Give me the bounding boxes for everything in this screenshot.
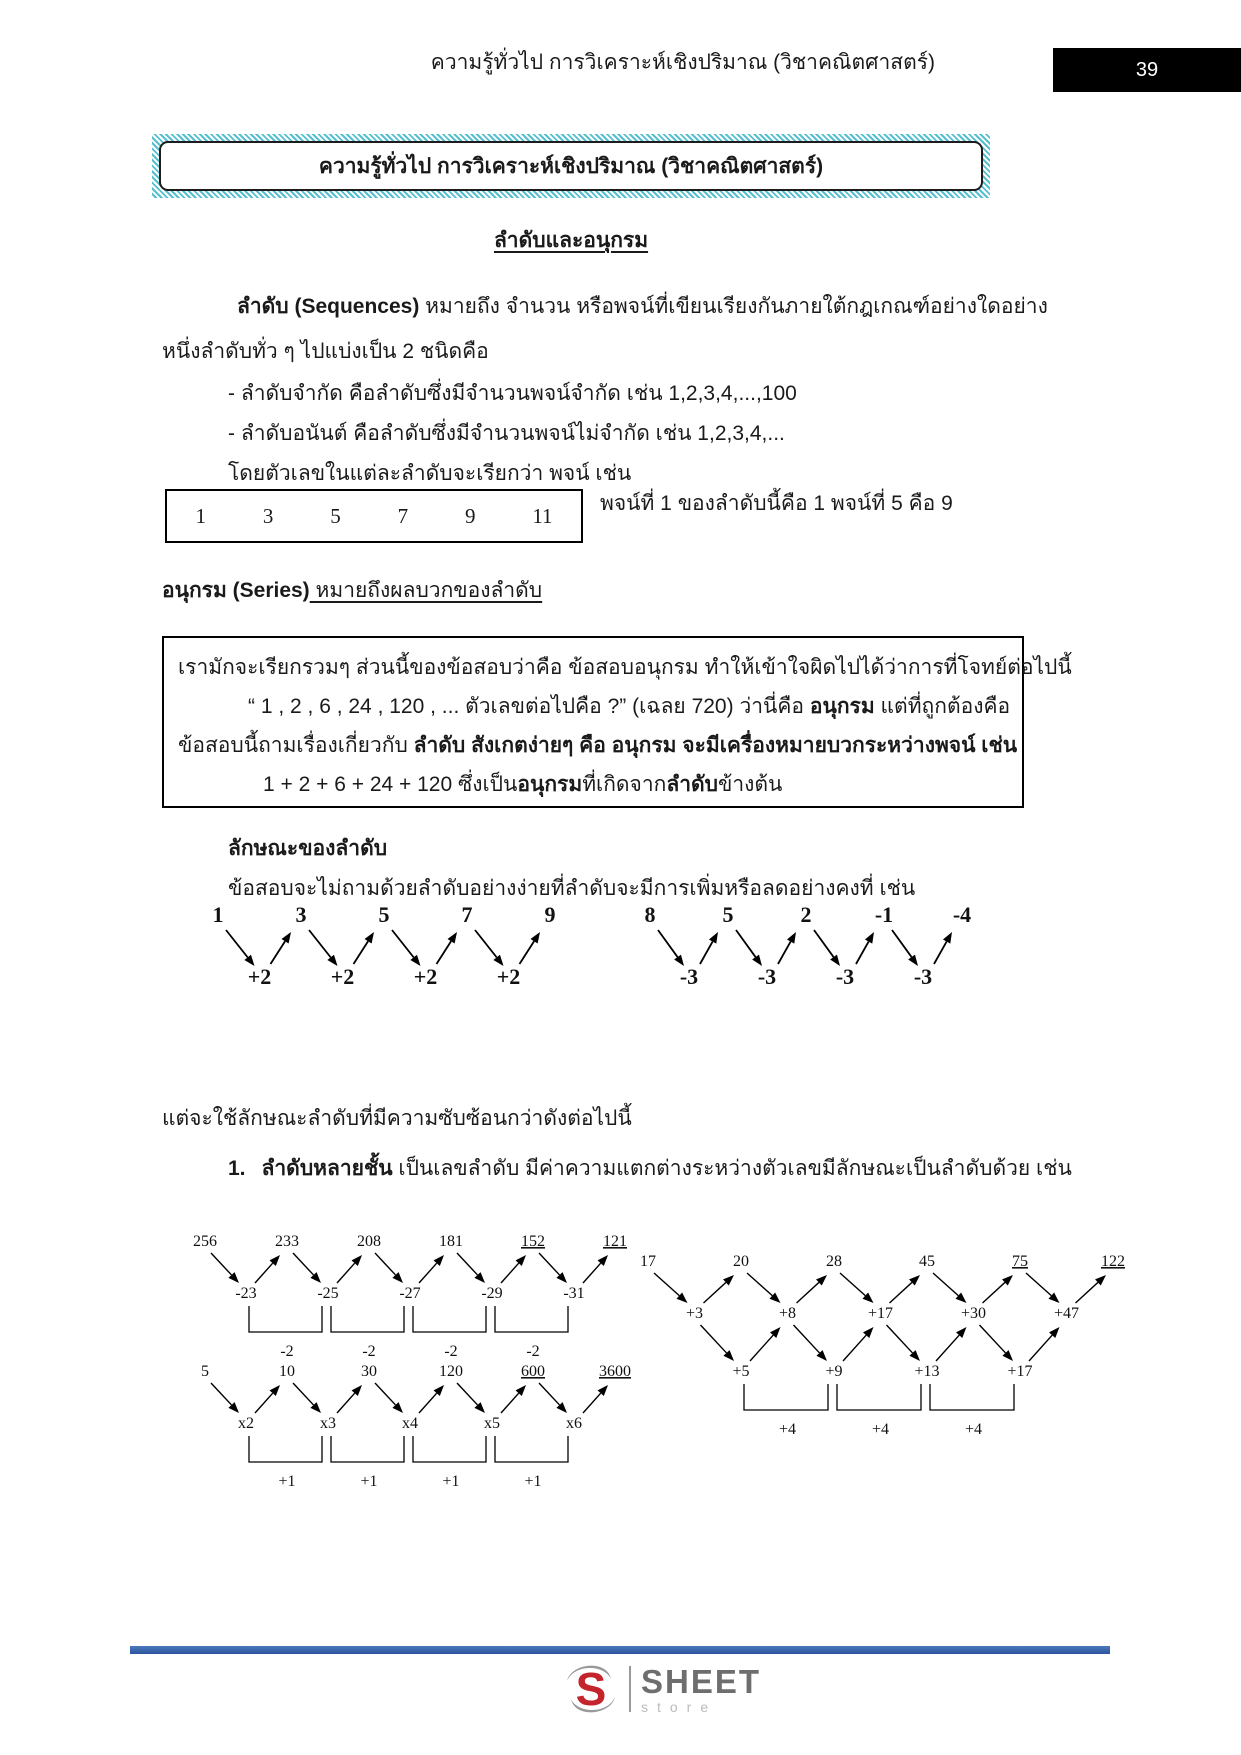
svg-text:+2: +2 — [496, 964, 521, 989]
header-title: ความรู้ทั่วไป การวิเคราะห์เชิงปริมาณ (วิชาคณิตศาสตร์) — [430, 51, 935, 74]
svg-text:233: 233 — [275, 1233, 299, 1250]
svg-text:x2: x2 — [238, 1415, 254, 1432]
multilevel-diagram-5-sequence — [160, 1358, 670, 1498]
section-heading-text: ลำดับและอนุกรม — [493, 229, 649, 252]
characteristics-heading: ลักษณะของลำดับ — [228, 837, 388, 860]
exam-note-box — [162, 636, 1072, 808]
list-item-bold-term: ลำดับหลายชั้น — [261, 1157, 393, 1180]
exam-note-line4-post: ข้างต้น — [718, 773, 783, 796]
series-definition — [162, 574, 542, 608]
svg-text:+2: +2 — [330, 964, 355, 989]
multilevel-diagram-256-sequence — [160, 1228, 670, 1368]
title-box-text: ความรู้ทั่วไป การวิเคราะห์เชิงปริมาณ (วิชาคณิตศาสตร์) — [159, 141, 983, 191]
logo-wordmark — [641, 1662, 762, 1715]
svg-text:+1: +1 — [278, 1473, 296, 1490]
exam-note-line4-bold1: อนุกรม — [517, 773, 583, 796]
page-number: 39 — [1135, 58, 1159, 81]
sheet-store-logo-icon — [563, 1661, 619, 1717]
svg-text:45: 45 — [919, 1253, 935, 1270]
svg-text:3600: 3600 — [599, 1363, 631, 1380]
svg-text:+5: +5 — [732, 1363, 750, 1380]
sheet-store-logo — [563, 1660, 761, 1718]
svg-text:+17: +17 — [1007, 1363, 1033, 1380]
sequence-term: 7 — [397, 503, 409, 528]
exam-note-line4-mid: ที่เกิดจาก — [582, 773, 667, 796]
intro-term-rest: หมายถึง จำนวน หรือพจน์ที่เขียนเรียงกันภายใต้กฎเกณฑ์อย่างใดอย่าง — [419, 295, 1048, 318]
intro-paragraph-line1 — [162, 290, 1048, 324]
svg-text:5: 5 — [722, 902, 734, 927]
svg-text:+1: +1 — [524, 1473, 542, 1490]
svg-text:30: 30 — [361, 1363, 377, 1380]
multilevel-diagram-17-sequence — [616, 1248, 1176, 1448]
svg-text:+2: +2 — [247, 964, 272, 989]
characteristics-body: ข้อสอบจะไม่ถามด้วยลำดับอย่างง่ายที่ลำดับจะมีการเพิ่มหรือลดอย่างคงที่ เช่น — [228, 877, 916, 900]
svg-text:-31: -31 — [563, 1285, 585, 1302]
svg-text:+8: +8 — [778, 1305, 797, 1322]
svg-text:20: 20 — [733, 1253, 749, 1270]
svg-text:-2: -2 — [280, 1343, 294, 1360]
svg-text:208: 208 — [357, 1233, 381, 1250]
sequence-term: 3 — [262, 503, 274, 528]
exam-note-line4-pre: 1 + 2 + 6 + 24 + 120 ซึ่งเป็น — [263, 773, 518, 796]
series-term-underlined: หมายถึงผลบวกของลำดับ — [309, 579, 543, 602]
svg-text:5: 5 — [201, 1363, 209, 1380]
svg-text:+30: +30 — [960, 1305, 987, 1322]
svg-text:17: 17 — [640, 1253, 656, 1270]
exam-note-line3 — [178, 726, 1018, 765]
svg-text:9: 9 — [544, 902, 556, 927]
sequence-term: 9 — [464, 503, 476, 528]
sequence-term: 11 — [532, 503, 553, 528]
series-term-bold: อนุกรม (Series) — [162, 579, 310, 602]
svg-text:x3: x3 — [320, 1415, 336, 1432]
svg-text:2: 2 — [800, 902, 812, 927]
exam-note-line2-bold: อนุกรม — [809, 695, 875, 718]
svg-text:1: 1 — [212, 902, 224, 927]
exam-note-line2 — [178, 687, 1011, 726]
svg-text:5: 5 — [378, 902, 390, 927]
svg-text:+2: +2 — [413, 964, 438, 989]
list-item-rest: เป็นเลขลำดับ มีค่าความแตกต่างระหว่างตัวเลขมีลักษณะเป็นลำดับด้วย เช่น — [392, 1157, 1072, 1180]
svg-text:75: 75 — [1012, 1253, 1028, 1270]
svg-text:+47: +47 — [1053, 1305, 1080, 1322]
list-item-multilevel-sequence — [228, 1152, 1072, 1186]
svg-text:600: 600 — [521, 1363, 545, 1380]
sequence-term: 1 — [195, 503, 206, 528]
svg-text:181: 181 — [439, 1233, 463, 1250]
svg-text:3: 3 — [295, 902, 307, 927]
svg-text:-3: -3 — [835, 964, 855, 989]
finite-sequence-bullet: - ลำดับจำกัด คือลำดับซึ่งมีจำนวนพจน์จำกัด เช่น 1,2,3,4,...,100 — [228, 382, 797, 405]
footer-divider-bar — [130, 1646, 1110, 1654]
logo-divider — [629, 1666, 631, 1712]
svg-text:10: 10 — [279, 1363, 295, 1380]
logo-subtext: store — [641, 1698, 718, 1715]
terms-lead-in: โดยตัวเลขในแต่ละลำดับจะเรียกว่า พจน์ เช่น — [228, 462, 632, 485]
exam-note-line2-pre: “ 1 , 2 , 6 , 24 , 120 , ... ตัวเลขต่อไปคือ ?” (เฉลย 720) ว่านี่คือ — [248, 695, 810, 718]
title-box — [152, 134, 990, 198]
page-number-box — [1053, 48, 1241, 92]
exam-note-line3-pre: ข้อสอบนี้ถามเรื่องเกี่ยวกับ — [178, 734, 414, 757]
exam-note-line4-bold2: ลำดับ — [666, 773, 719, 796]
svg-text:-2: -2 — [526, 1343, 540, 1360]
svg-text:256: 256 — [193, 1233, 217, 1250]
intro-paragraph-line2: หนึ่งลำดับทั่ว ๆ ไปแบ่งเป็น 2 ชนิดคือ — [162, 340, 489, 363]
logo-text: SHEET — [641, 1662, 762, 1700]
svg-text:7: 7 — [461, 902, 473, 927]
svg-text:-27: -27 — [399, 1285, 421, 1302]
svg-text:+13: +13 — [914, 1363, 940, 1380]
svg-text:x5: x5 — [484, 1415, 500, 1432]
svg-text:-2: -2 — [444, 1343, 458, 1360]
svg-text:152: 152 — [521, 1233, 545, 1250]
svg-text:-3: -3 — [757, 964, 777, 989]
exam-note-line2-post: แต่ที่ถูกต้องคือ — [874, 695, 1011, 718]
svg-text:+17: +17 — [867, 1305, 894, 1322]
intro-term-bold: ลำดับ (Sequences) — [237, 295, 420, 318]
svg-text:-3: -3 — [679, 964, 699, 989]
svg-text:x4: x4 — [402, 1415, 418, 1432]
exam-note-line3-bold2: สังเกตง่ายๆ คือ อนุกรม จะมีเครื่องหมายบวกระหว่างพจน์ เช่น — [471, 734, 1018, 757]
constant-difference-diagram-plus2 — [196, 896, 596, 996]
infinite-sequence-bullet: - ลำดับอนันต์ คือลำดับซึ่งมีจำนวนพจน์ไม่จำกัด เช่น 1,2,3,4,... — [228, 422, 785, 445]
exam-note-line3-bold1: ลำดับ — [413, 734, 466, 757]
svg-text:120: 120 — [439, 1363, 463, 1380]
svg-text:x6: x6 — [566, 1415, 582, 1432]
svg-text:+1: +1 — [360, 1473, 378, 1490]
svg-text:122: 122 — [1101, 1253, 1125, 1270]
svg-text:121: 121 — [603, 1233, 627, 1250]
svg-text:+4: +4 — [964, 1421, 983, 1438]
exam-note-line1: เรามักจะเรียกรวมๆ ส่วนนี้ของข้อสอบว่าคือ ข้อสอบอนุกรม ทำให้เข้าใจผิดไปได้ว่าการที่โจทย์ต่อไปนี้ — [178, 656, 1072, 679]
svg-text:+4: +4 — [871, 1421, 890, 1438]
svg-text:-23: -23 — [235, 1285, 257, 1302]
svg-text:-1: -1 — [874, 902, 894, 927]
example-note: พจน์ที่ 1 ของลำดับนี้คือ 1 พจน์ที่ 5 คือ 9 — [600, 492, 953, 515]
svg-text:-29: -29 — [481, 1285, 503, 1302]
svg-text:+1: +1 — [442, 1473, 460, 1490]
svg-text:-4: -4 — [952, 902, 972, 927]
sequence-term: 5 — [330, 503, 341, 528]
logo-letter: S — [575, 1663, 607, 1715]
svg-text:-25: -25 — [317, 1285, 339, 1302]
svg-text:+9: +9 — [825, 1363, 843, 1380]
example-sequence-box — [165, 489, 583, 543]
svg-text:+4: +4 — [778, 1421, 797, 1438]
constant-difference-diagram-minus3 — [628, 896, 1008, 996]
complex-sequence-note: แต่จะใช้ลักษณะลำดับที่มีความซับซ้อนกว่าดังต่อไปนี้ — [162, 1107, 632, 1130]
list-item-number: 1. — [228, 1157, 246, 1180]
svg-text:8: 8 — [644, 902, 656, 927]
section-heading — [152, 224, 990, 257]
svg-text:-2: -2 — [362, 1343, 376, 1360]
exam-note-line4 — [178, 765, 1008, 804]
svg-text:-3: -3 — [913, 964, 933, 989]
svg-text:+3: +3 — [685, 1305, 704, 1322]
svg-text:28: 28 — [826, 1253, 842, 1270]
